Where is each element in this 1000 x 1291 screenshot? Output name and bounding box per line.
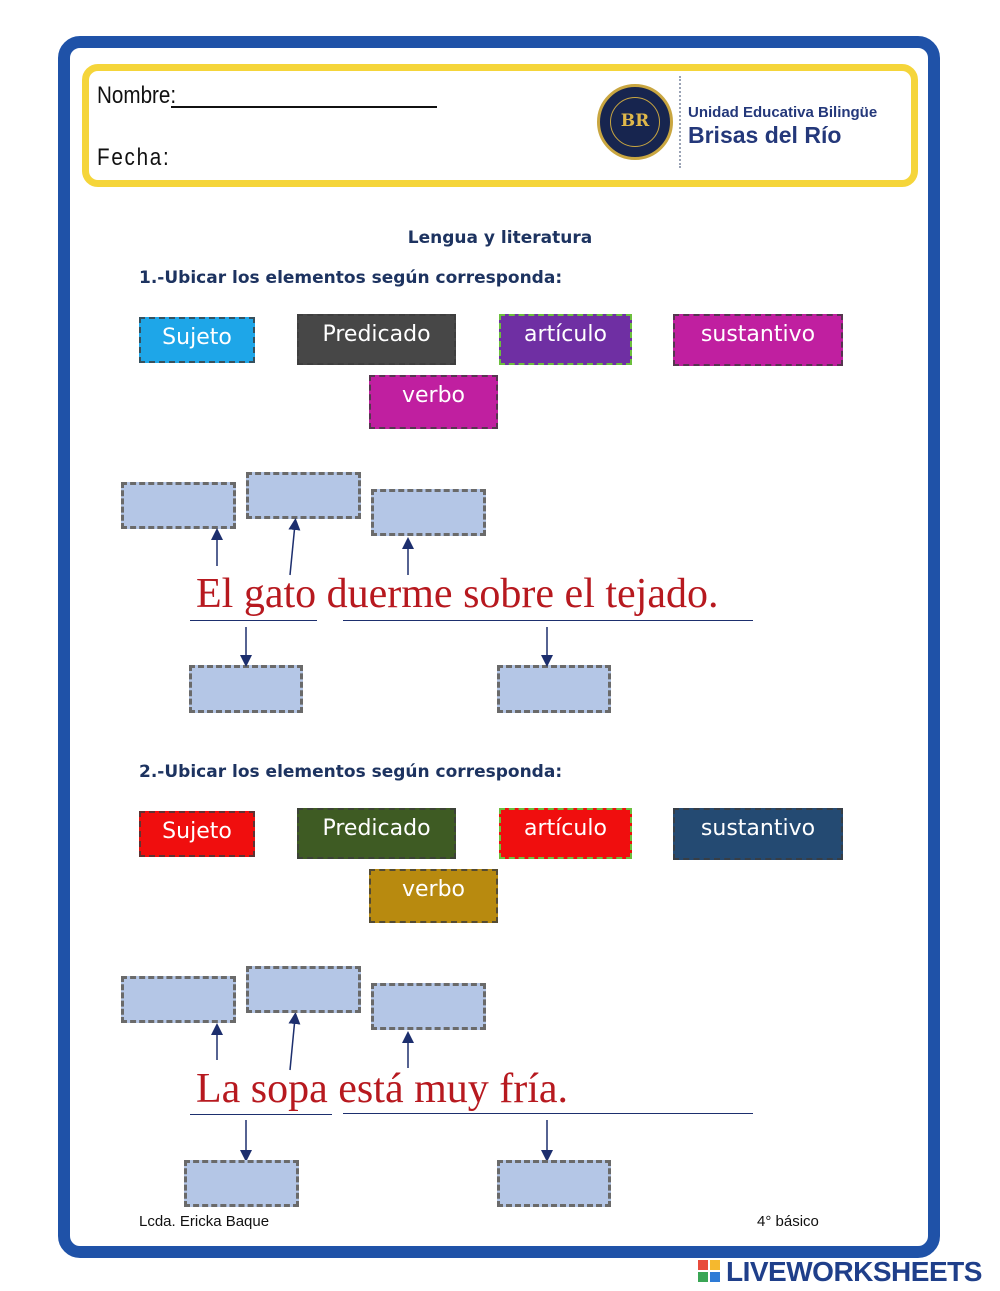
chip-verbo[interactable]: verbo: [369, 869, 498, 923]
exercise1-instruction: 1.-Ubicar los elementos según corresponda:: [139, 268, 563, 288]
chip-verbo[interactable]: verbo: [369, 375, 498, 429]
arrow: [290, 1018, 295, 1070]
school-name-line1: Unidad Educativa Bilingüe: [688, 104, 878, 121]
teacher-name: Lcda. Ericka Baque: [139, 1213, 270, 1230]
chip-sustantivo[interactable]: sustantivo: [673, 808, 843, 860]
school-logo: BR: [597, 84, 673, 160]
drop-zone[interactable]: [121, 976, 236, 1023]
sentence-1: El gato duerme sobre el tejado.: [196, 571, 719, 617]
liveworksheets-wordmark: LIVEWORKSHEETS: [726, 1256, 982, 1287]
arrow: [290, 524, 295, 575]
chip-sustantivo[interactable]: sustantivo: [673, 314, 843, 366]
date-label: Fecha:: [97, 144, 171, 171]
sentence-2: La sopa está muy fría.: [196, 1066, 569, 1112]
chip-articulo[interactable]: artículo: [499, 314, 632, 365]
predicate-underline: [343, 620, 753, 621]
chip-sujeto[interactable]: Sujeto: [139, 317, 255, 363]
school-name-line2: Brisas del Río: [688, 122, 842, 148]
drop-zone[interactable]: [184, 1160, 299, 1207]
subject-underline: [190, 620, 317, 621]
drop-zone[interactable]: [371, 983, 486, 1030]
grade-label: 4° básico: [757, 1213, 819, 1230]
drop-zone[interactable]: [497, 1160, 611, 1207]
exercise2-instruction: 2.-Ubicar los elementos según corresponda:: [139, 762, 563, 782]
drop-zone[interactable]: [246, 966, 361, 1013]
chip-articulo[interactable]: artículo: [499, 808, 632, 859]
name-label: Nombre:: [97, 82, 177, 109]
subject-underline: [190, 1114, 332, 1115]
chip-predicado[interactable]: Predicado: [297, 808, 456, 859]
subject-title: Lengua y literatura: [407, 228, 593, 248]
chip-predicado[interactable]: Predicado: [297, 314, 456, 365]
liveworksheets-icon: [698, 1260, 720, 1282]
predicate-underline: [343, 1113, 753, 1114]
chip-sujeto[interactable]: Sujeto: [139, 811, 255, 857]
